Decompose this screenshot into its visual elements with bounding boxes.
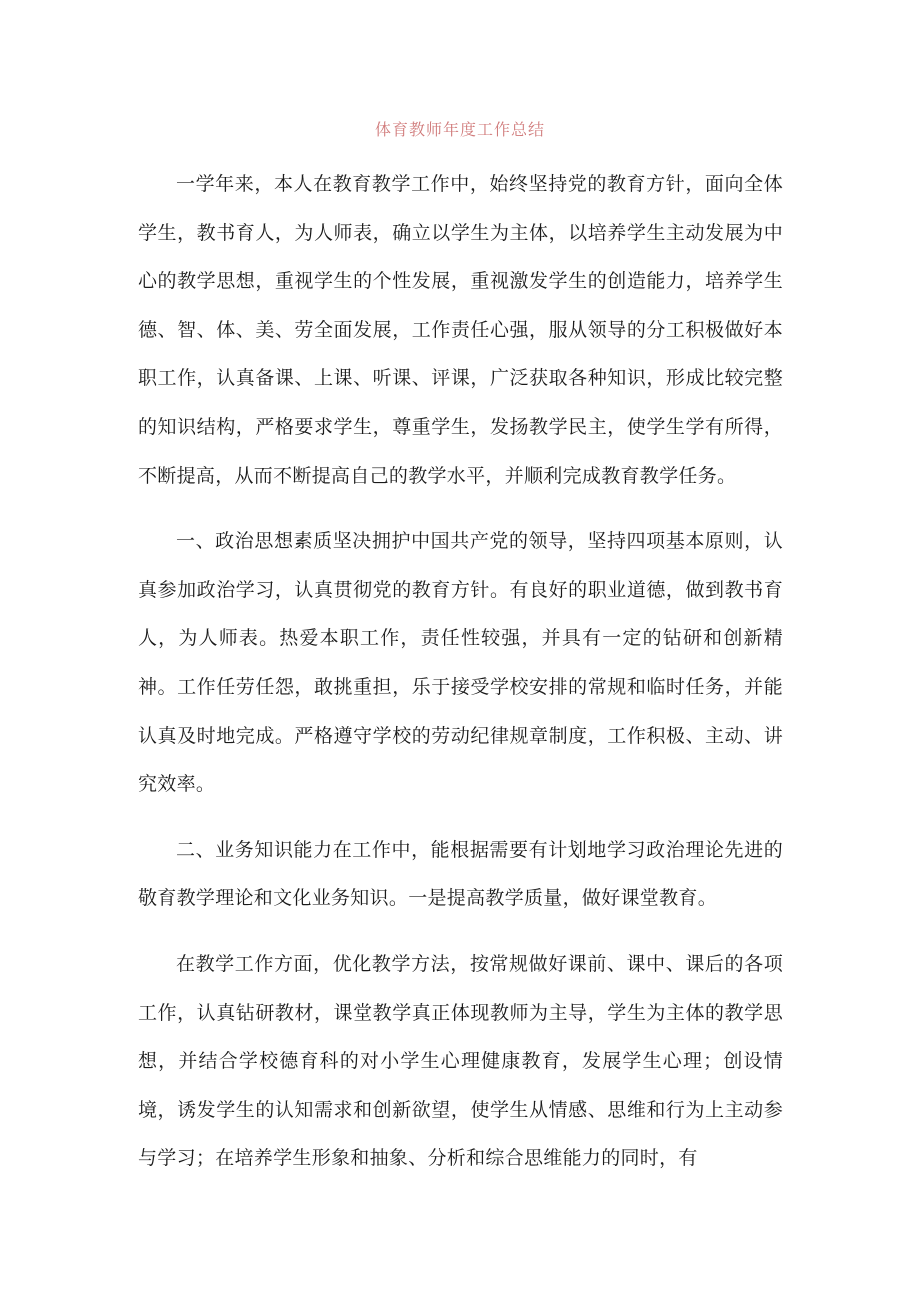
paragraph-teaching: 在教学工作方面，优化教学方法，按常规做好课前、课中、课后的各项工作，认真钻研教材，课堂教学真正体现教师为主导，学生为主体的教学思想，并结合学校德育科的对小学生心理健康教育，发展学生心理；创设情境，诱发学生的认知需求和创新欲望，使学生从情感、思维和行为上主动参与学习；在培养学生形象和抽象、分析和综合思维能力的同时，有 [138,952,783,1170]
paragraph-professional: 二、业务知识能力在工作中，能根据需要有计划地学习政治理论先进的敬育教学理论和文化业务知识。一是提高教学质量，做好课堂教育。 [138,838,783,910]
paragraph-political: 一、政治思想素质坚决拥护中国共产党的领导，坚持四项基本原则，认真参加政治学习，认真贯彻党的教育方针。有良好的职业道德，做到教书育人，为人师表。热爱本职工作，责任性较强，并具有一定的钻研和创新精神。工作任劳任怨，敢挑重担，乐于接受学校安排的常规和临时任务，并能认真及时地完成。严格遵守学校的劳动纪律规章制度，工作积极、主动、讲究效率。 [138,530,783,796]
document-title: 体育教师年度工作总结 [374,120,545,139]
document-body [138,160,783,1183]
paragraph-intro: 一学年来，本人在教育教学工作中，始终坚持党的教育方针，面向全体学生，教书育人，为人师表，确立以学生为主体，以培养学生主动发展为中心的教学思想，重视学生的个性发展，重视激发学生的创造能力，培养学生德、智、体、美、劳全面发展，工作责任心强，服从领导的分工积极做好本职工作，认真备课、上课、听课、评课，广泛获取各种知识，形成比较完整的知识结构，严格要求学生，尊重学生，发扬教学民主，使学生学有所得，不断提高，从而不断提高自己的教学水平，并顺利完成教育教学任务。 [138,173,783,487]
